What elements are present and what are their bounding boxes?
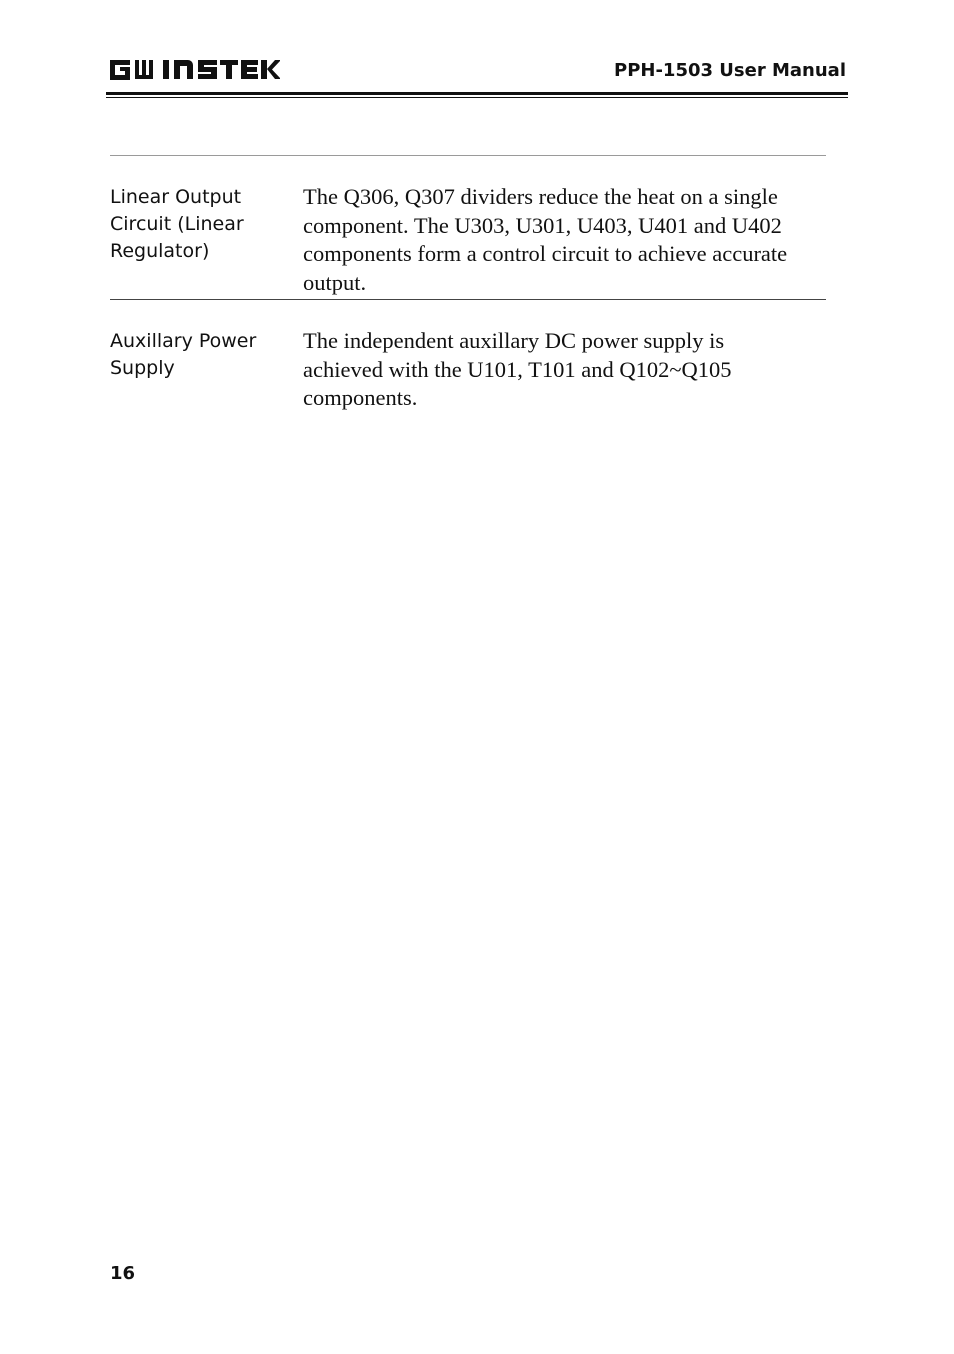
header-rule-thick: [106, 92, 848, 95]
gw-instek-logo: [108, 56, 280, 84]
row-divider: [110, 299, 826, 300]
document-title: PPH-1503 User Manual: [614, 60, 846, 81]
page-number: 16: [110, 1263, 136, 1284]
header-rule-thin: [106, 97, 848, 98]
description-auxillary-power-supply: The independent auxillary DC power supply is achieved with the U101, T101 and Q102~Q105 components.: [303, 328, 732, 410]
description-linear-output-circuit: The Q306, Q307 dividers reduce the heat on a single component. The U303, U301, U403, U401 and U402 components form a control circuit to achieve accurate output.: [303, 184, 788, 295]
page-header: [108, 56, 848, 92]
term-linear-output-circuit: Linear Output Circuit (Linear Regulator): [110, 186, 244, 262]
table-top-divider: [110, 155, 826, 156]
term-auxillary-power-supply: Auxillary Power Supply: [110, 330, 257, 379]
